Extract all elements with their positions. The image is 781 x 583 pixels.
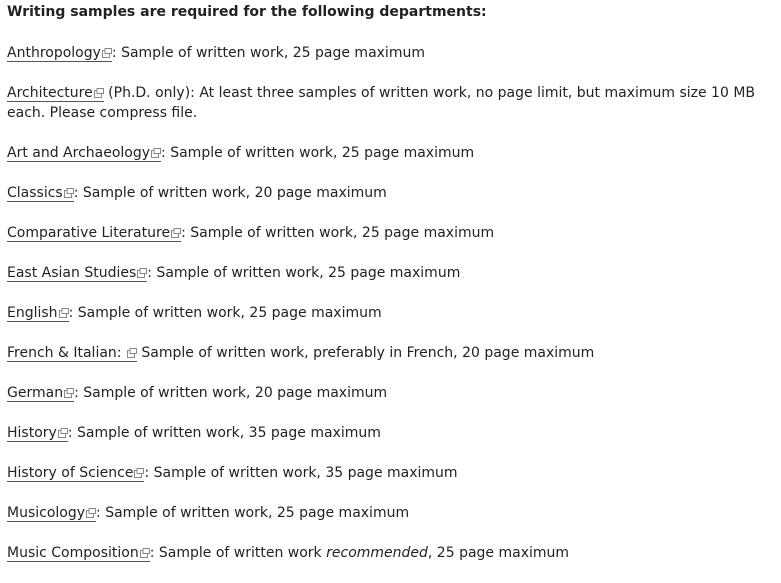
- list-item: [7, 463, 775, 483]
- dept-link-label: Anthropology: [7, 45, 101, 61]
- dept-link-music-composition[interactable]: [7, 545, 150, 562]
- dept-link-musicology[interactable]: [7, 505, 96, 522]
- external-link-icon: [171, 228, 181, 238]
- requirement-text-end: , 25 page maximum: [427, 545, 570, 561]
- external-link-icon: [86, 508, 96, 518]
- dept-link-label: Classics: [7, 185, 63, 201]
- list-item: [7, 383, 775, 403]
- dept-link-label: Architecture: [7, 85, 93, 101]
- dept-link-french-italian[interactable]: [7, 345, 137, 362]
- list-item: [7, 143, 775, 163]
- dept-link-label: English: [7, 305, 58, 321]
- requirement-text: : Sample of written work, 25 page maximum: [96, 505, 410, 521]
- list-item: [7, 503, 775, 523]
- dept-link-label: French & Italian:: [7, 345, 126, 361]
- external-link-icon: [58, 428, 68, 438]
- requirement-emphasis: recommended: [326, 545, 428, 561]
- requirement-text: : Sample of written work, 25 page maximum: [68, 305, 382, 321]
- requirement-text: : Sample of written work, 25 page maximum: [161, 145, 475, 161]
- external-link-icon: [64, 188, 74, 198]
- external-link-icon: [151, 148, 161, 158]
- dept-link-architecture[interactable]: [7, 85, 104, 102]
- dept-link-anthropology[interactable]: [7, 45, 112, 62]
- list-item: [7, 263, 775, 283]
- list-item: [7, 43, 775, 63]
- requirement-text: : Sample of written work, 35 page maximum: [144, 465, 458, 481]
- requirement-text: : Sample of written work, 20 page maximum: [73, 185, 387, 201]
- external-link-icon: [134, 468, 144, 478]
- list-item: [7, 303, 775, 323]
- dept-link-label: History of Science: [7, 465, 134, 481]
- dept-link-classics[interactable]: [7, 185, 74, 202]
- section-heading: Writing samples are required for the following departments:: [7, 4, 487, 20]
- requirement-text: : Sample of written work: [149, 545, 327, 561]
- external-link-icon: [59, 308, 69, 318]
- list-item: [7, 543, 775, 563]
- dept-link-label: East Asian Studies: [7, 265, 137, 281]
- external-link-icon: [127, 348, 137, 358]
- requirement-text: Sample of written work, preferably in French, 20 page maximum: [136, 345, 595, 361]
- writing-samples-section: [7, 3, 775, 583]
- dept-link-history[interactable]: [7, 425, 68, 442]
- dept-link-label: Music Composition: [7, 545, 139, 561]
- requirement-text: : Sample of written work, 25 page maximum: [111, 45, 425, 61]
- dept-link-east-asian-studies[interactable]: [7, 265, 147, 282]
- dept-link-english[interactable]: [7, 305, 69, 322]
- dept-link-label: Comparative Literature: [7, 225, 171, 241]
- requirement-text: : Sample of written work, 25 page maximum: [181, 225, 495, 241]
- external-link-icon: [94, 88, 104, 98]
- external-link-icon: [137, 268, 147, 278]
- external-link-icon: [140, 548, 150, 558]
- dept-link-art-and-archaeology[interactable]: [7, 145, 161, 162]
- dept-link-label: Art and Archaeology: [7, 145, 151, 161]
- list-item: [7, 223, 775, 243]
- list-item: [7, 423, 775, 443]
- dept-link-label: German: [7, 385, 64, 401]
- external-link-icon: [64, 388, 74, 398]
- external-link-icon: [102, 48, 112, 58]
- dept-link-german[interactable]: [7, 385, 74, 402]
- dept-link-comparative-literature[interactable]: [7, 225, 181, 242]
- dept-link-history-of-science[interactable]: [7, 465, 144, 482]
- dept-link-label: Musicology: [7, 505, 86, 521]
- requirement-text: : Sample of written work, 35 page maximum: [67, 425, 381, 441]
- requirement-text: : Sample of written work, 20 page maximum: [74, 385, 388, 401]
- dept-link-label: History: [7, 425, 57, 441]
- list-item: [7, 83, 775, 123]
- requirement-text: (Ph.D. only): At least three samples of written work, no page limit, but maximum size 10 MB each. Please compress file.: [7, 85, 756, 121]
- list-item: [7, 343, 775, 363]
- list-item: [7, 183, 775, 203]
- requirement-text: : Sample of written work, 25 page maximum: [147, 265, 461, 281]
